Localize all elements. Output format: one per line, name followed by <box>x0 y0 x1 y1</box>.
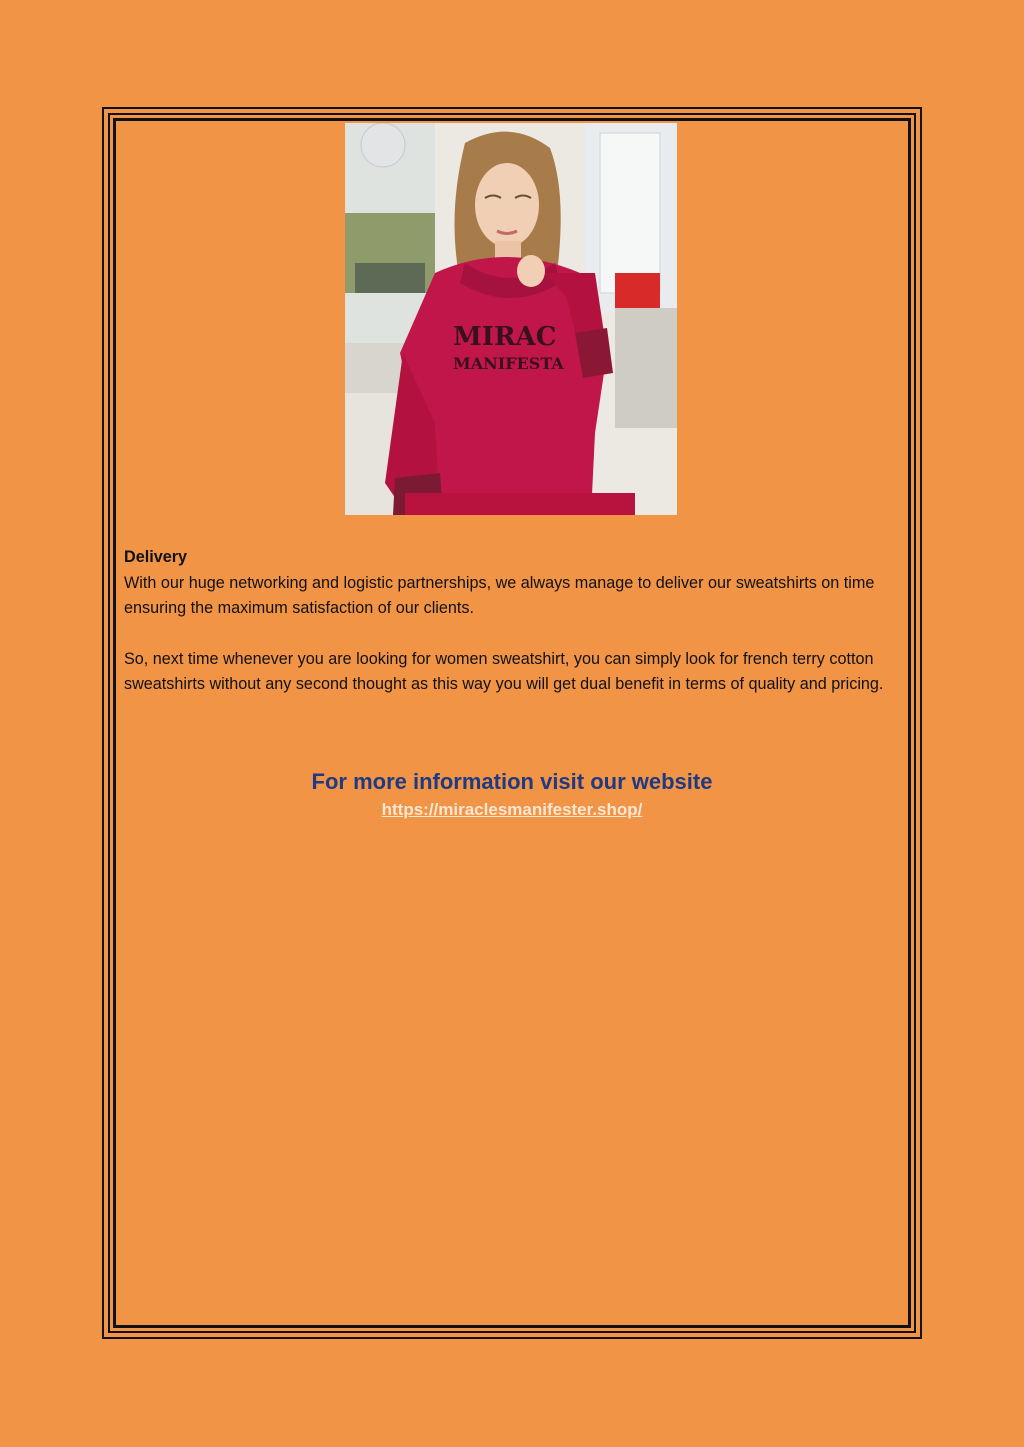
website-link[interactable]: https://miraclesmanifester.shop/ <box>381 800 643 819</box>
product-photo <box>345 123 677 515</box>
cta-title: For more information visit our website <box>311 769 713 794</box>
sweatshirt-print-line-1: MIRAC <box>453 322 557 352</box>
sweatshirt-print-line-2: MANIFESTA <box>453 354 564 373</box>
summary-paragraph: So, next time whenever you are looking for women sweatshirt, you can simply look for french terry cotton sweatshirts without any second thought as this way you will get dual benefit in terms of quality and pricing. <box>124 649 884 693</box>
cta-block <box>113 768 911 821</box>
delivery-paragraph: With our huge networking and logistic partnerships, we always manage to deliver our sweatshirts on time ensuring the maximum satisfaction of our clients. <box>124 573 875 617</box>
delivery-section <box>124 545 914 698</box>
section-heading: Delivery <box>124 548 187 566</box>
